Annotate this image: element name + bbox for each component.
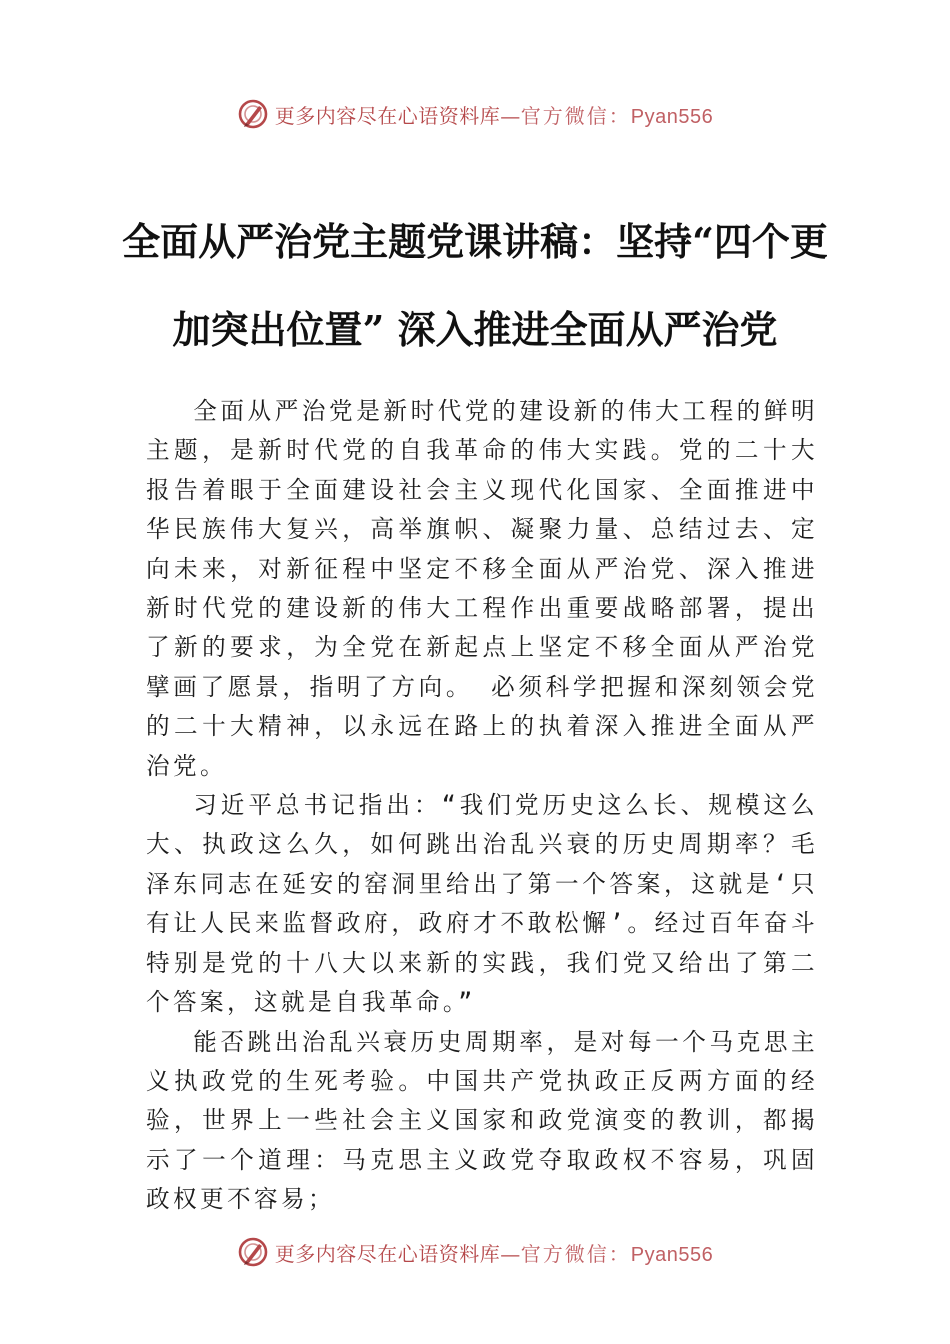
footer-banner-text: 更多内容尽在心语资料库—官方微信：Pyan556 [274, 1241, 714, 1266]
footer-banner [0, 1232, 950, 1272]
pen-circle-logo-icon [237, 98, 269, 130]
paragraph-2: 习近平总书记指出：“我们党历史这么长、规模这么大、执政这么久，如何跳出治乱兴衰的历史周期率？毛泽东同志在延安的窑洞里给出了第一个答案，这就是‘只有让人民来监督政府，政府才不敢松懈’。经过百年奋斗特别是党的十八大以来新的实践，我们党又给出了第二个答案，这就是自我革命。” [146, 791, 818, 1017]
title-line-1: 全面从严治党主题党课讲稿：坚持“四个更 [122, 219, 828, 264]
paragraph-3: 能否跳出治乱兴衰历史周期率，是对每一个马克思主义执政党的生死考验。中国共产党执政正反两方面的经验，世界上一些社会主义国家和政党演变的教训，都揭示了一个道理：马克思主义政党夺取政权不容易，巩固政权更不容易； [146, 1027, 818, 1214]
document-body [146, 392, 818, 1220]
title-line-2: 加突出位置” 深入推进全面从严治党 [172, 307, 778, 352]
header-banner [0, 94, 950, 134]
document-title [120, 198, 830, 374]
header-banner-text: 更多内容尽在心语资料库—官方微信：Pyan556 [274, 103, 714, 128]
paragraph-1: 全面从严治党是新时代党的建设新的伟大工程的鲜明主题，是新时代党的自我革命的伟大实践。党的二十大报告着眼于全面建设社会主义现代化国家、全面推进中华民族伟大复兴，高举旗帜、凝聚力量、总结过去、定向未来，对新征程中坚定不移全面从严治党、深入推进新时代党的建设新的伟大工程作出重要战略部署，提出了新的要求，为全党在新起点上坚定不移全面从严治党擘画了愿景，指明了方向。 必须科学把握和深刻领会党的二十大精神，以永远在路上的执着深入推进全面从严治党。 [146, 397, 818, 780]
pen-circle-logo-icon [237, 1236, 269, 1268]
